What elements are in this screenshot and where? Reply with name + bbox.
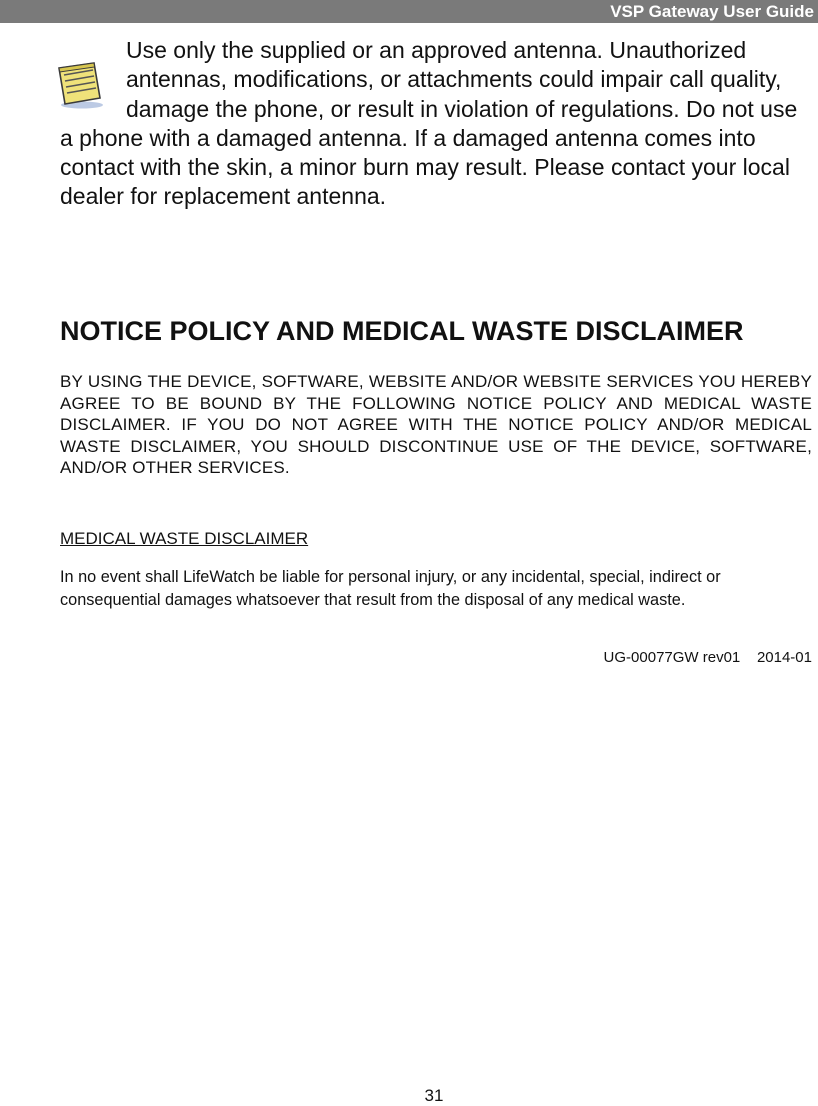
page-number: 31: [424, 1086, 444, 1105]
medical-waste-body: In no event shall LifeWatch be liable for personal injury, or any incidental, special, indirect or consequential damages whatsoever that result from the disposal of any medical waste.: [60, 568, 721, 609]
notice-body: BY USING THE DEVICE, SOFTWARE, WEBSITE AND/OR WEBSITE SERVICES YOU HEREBY AGREE TO BE BOUND BY THE FOLLOWING NOTICE POLICY AND MEDICAL WASTE DISCLAIMER. IF YOU DO NOT AGREE WITH THE NOTICE POLICY AND/OR MEDICAL WASTE DISCLAIMER, YOU SHOULD DISCONTINUE USE OF THE DEVICE, SOFTWARE, AND/OR OTHER SERVICES.: [60, 372, 812, 478]
medical-waste-heading: MEDICAL WASTE DISCLAIMER: [60, 529, 309, 548]
antenna-note-text: Use only the supplied or an approved antenna. Unauthorized antennas, modifications, or attachments could impair call quality, damage the phone, or result in violation of regulations. Do not use a phone with a damaged antenna. If a damaged antenna comes into contact with the skin, a minor burn may result. Please contact your local dealer for replacement antenna.: [60, 37, 798, 210]
notice-heading: NOTICE POLICY AND MEDICAL WASTE DISCLAIMER: [60, 316, 744, 346]
antenna-note: [60, 36, 812, 212]
header-title: VSP Gateway User Guide: [0, 0, 818, 23]
document-reference: UG-00077GW rev01 2014-01: [603, 649, 812, 666]
